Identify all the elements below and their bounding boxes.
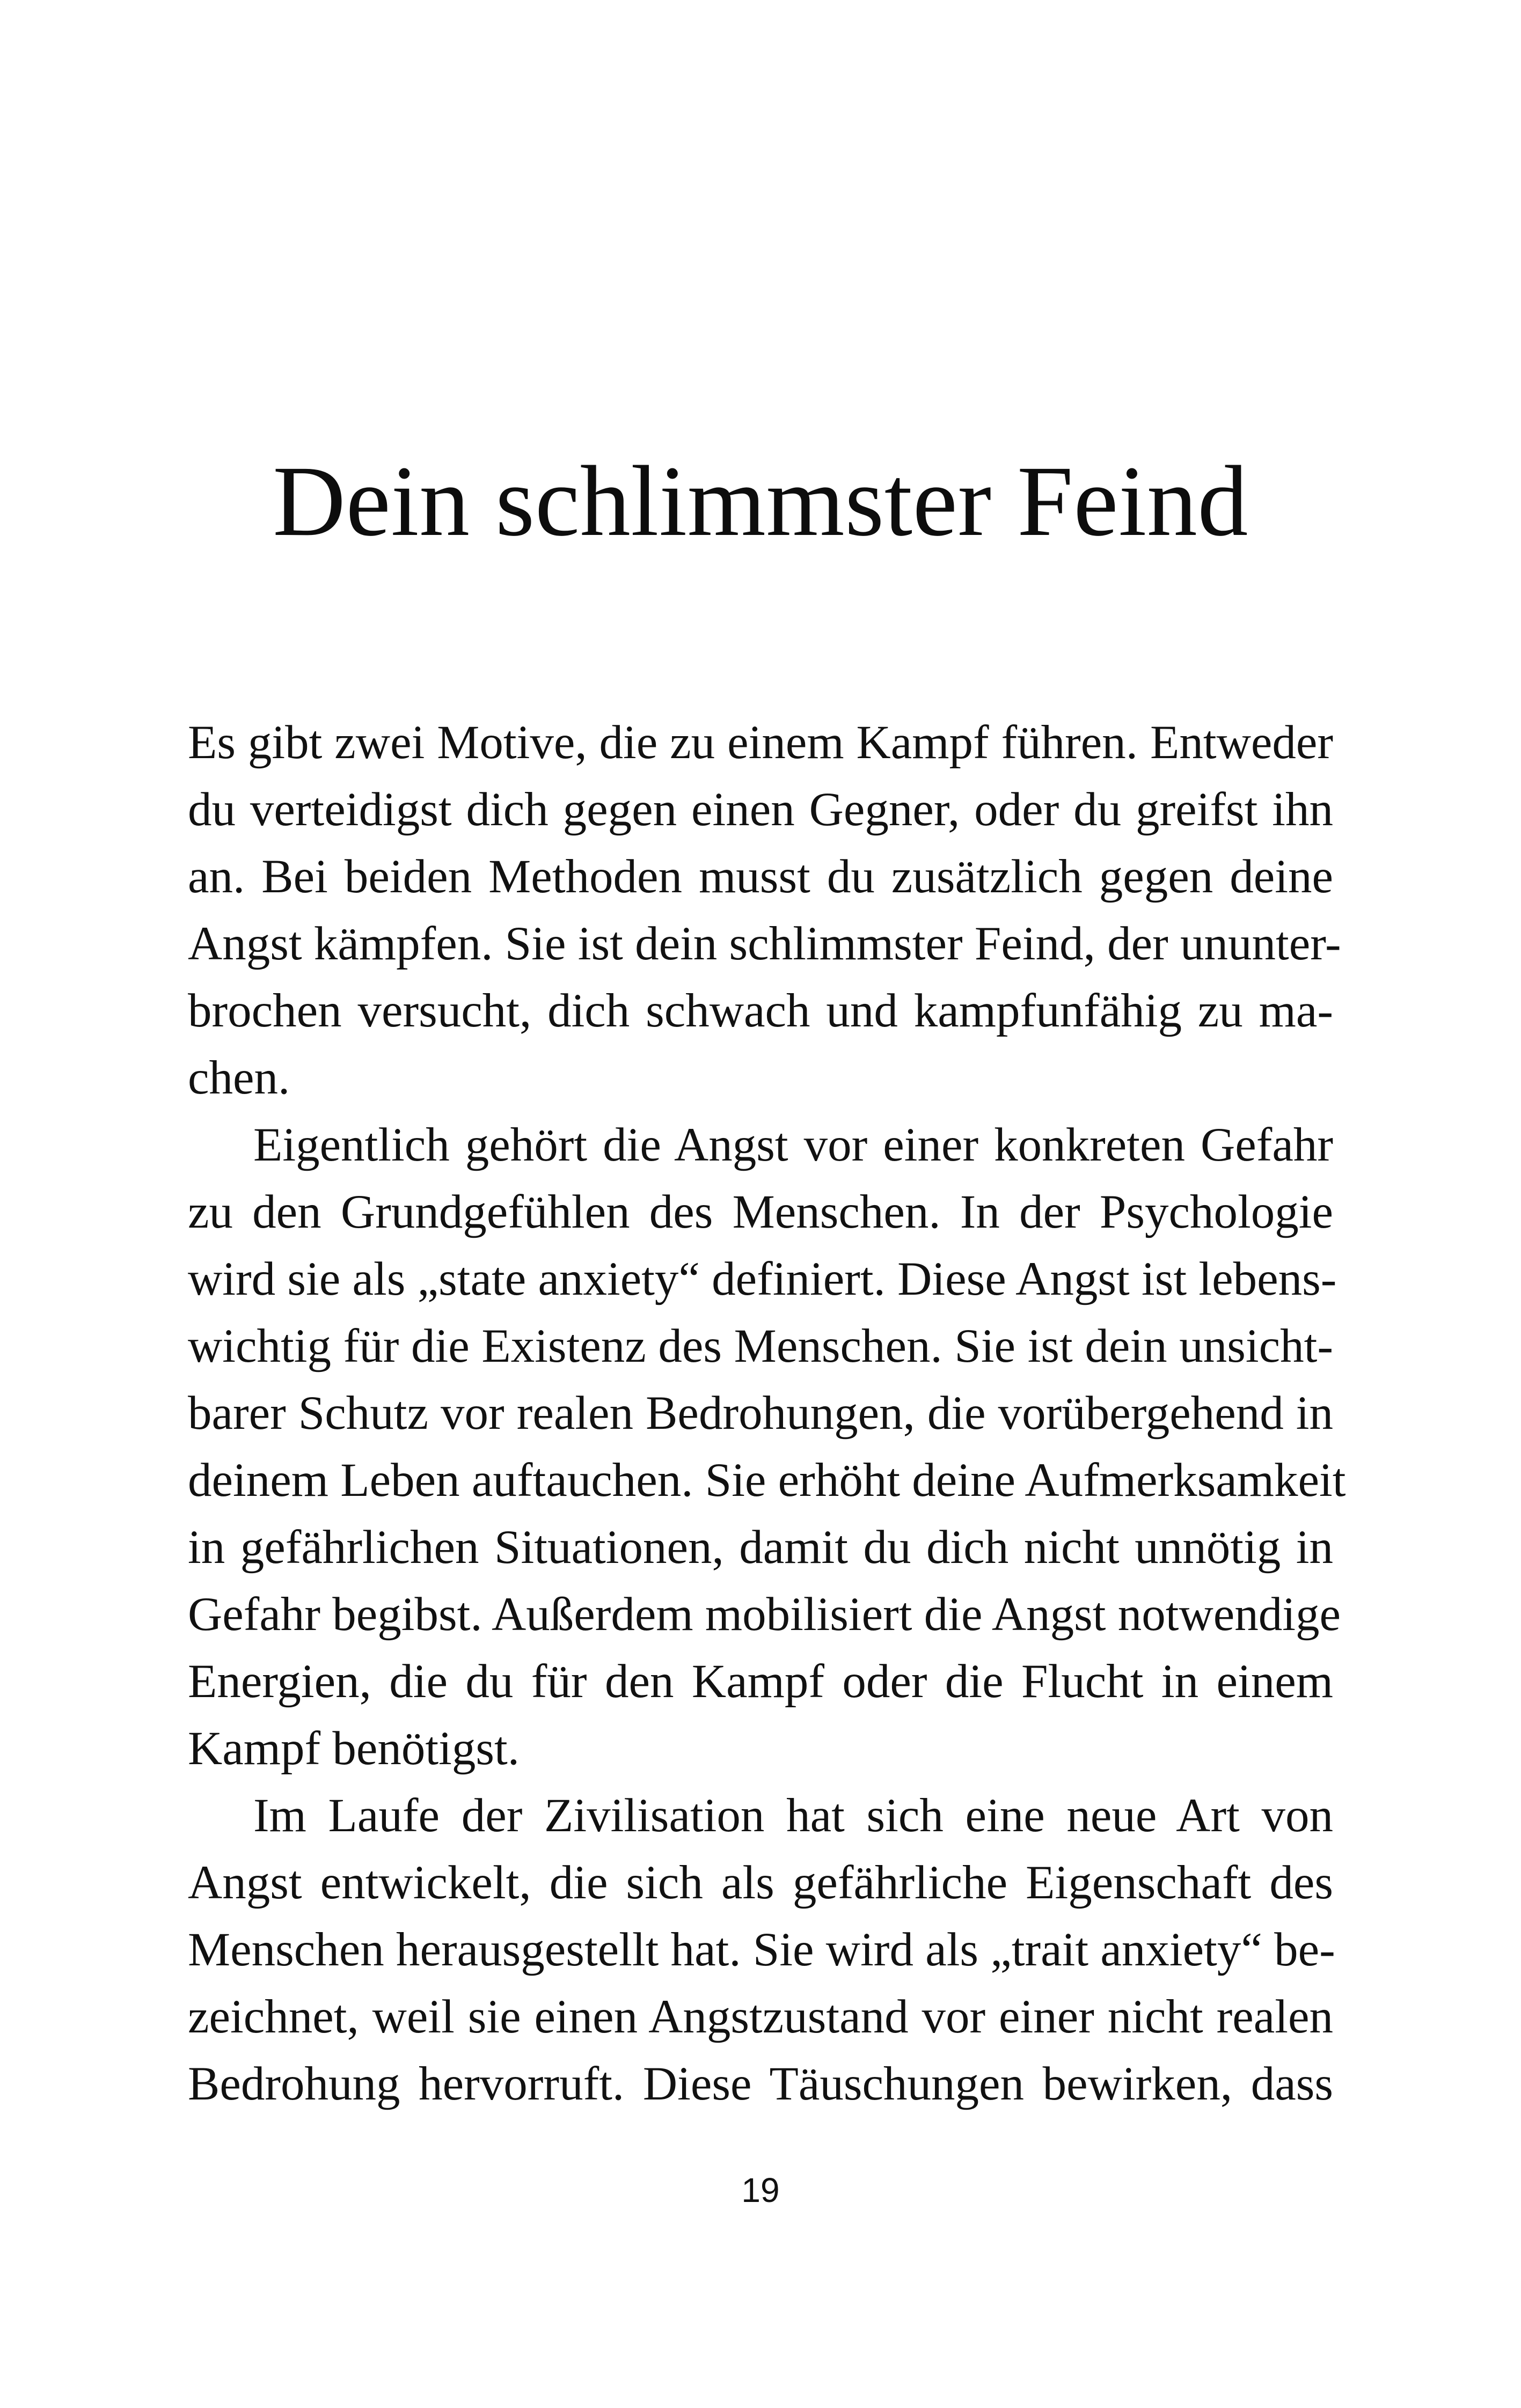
text-line: Eigentlich gehört die Angst vor einer konkreten Gefahr (253, 1119, 1333, 1171)
text-line: du verteidigst dich gegen einen Gegner, oder du greifst ihn (188, 783, 1333, 836)
text-line: zu den Grundgefühlen des Menschen. In der Psychologie (188, 1186, 1333, 1238)
text-line: chen. (188, 1052, 290, 1104)
text-line: barer Schutz vor realen Bedrohungen, die vorübergehend in (188, 1387, 1333, 1440)
text-line: zeichnet, weil sie einen Angstzustand vor einer nicht realen (188, 1991, 1333, 2043)
text-line: an. Bei beiden Methoden musst du zusätzlich gegen deine (188, 850, 1333, 903)
text-line: in gefährlichen Situationen, damit du dich nicht unnötig in (188, 1521, 1333, 1574)
text-line: wichtig für die Existenz des Menschen. Sie ist dein unsicht- (188, 1320, 1333, 1372)
text-line: deinem Leben auftauchen. Sie erhöht deine Aufmerksamkeit (188, 1454, 1346, 1507)
text-line: Gefahr begibst. Außerdem mobilisiert die Angst notwendige (188, 1588, 1341, 1641)
text-line: Im Laufe der Zivilisation hat sich eine neue Art von (253, 1789, 1333, 1842)
text-line: Bedrohung hervorruft. Diese Täuschungen bewirken, dass (188, 2058, 1333, 2110)
text-line: wird sie als „state anxiety“ definiert. Diese Angst ist lebens- (188, 1253, 1337, 1305)
paragraph-1 (188, 709, 1341, 1112)
page-number: 19 (741, 2171, 780, 2209)
text-line: Energien, die du für den Kampf oder die Flucht in einem (188, 1655, 1333, 1708)
chapter-title: Dein schlimmster Feind (273, 445, 1248, 557)
text-line: Angst entwickelt, die sich als gefährliche Eigenschaft des (188, 1856, 1333, 1909)
paragraph-3 (188, 1782, 1333, 2118)
body-text (188, 709, 1346, 2118)
text-line: Es gibt zwei Motive, die zu einem Kampf führen. Entweder (188, 716, 1333, 769)
text-line: brochen versucht, dich schwach und kampfunfähig zu ma- (188, 985, 1333, 1037)
text-line: Angst kämpfen. Sie ist dein schlimmster Feind, der ununter- (188, 917, 1341, 970)
text-line: Kampf benötigst. (188, 1722, 520, 1775)
text-line: Menschen herausgestellt hat. Sie wird als „trait anxiety“ be- (188, 1924, 1335, 1976)
paragraph-2 (188, 1112, 1346, 1782)
